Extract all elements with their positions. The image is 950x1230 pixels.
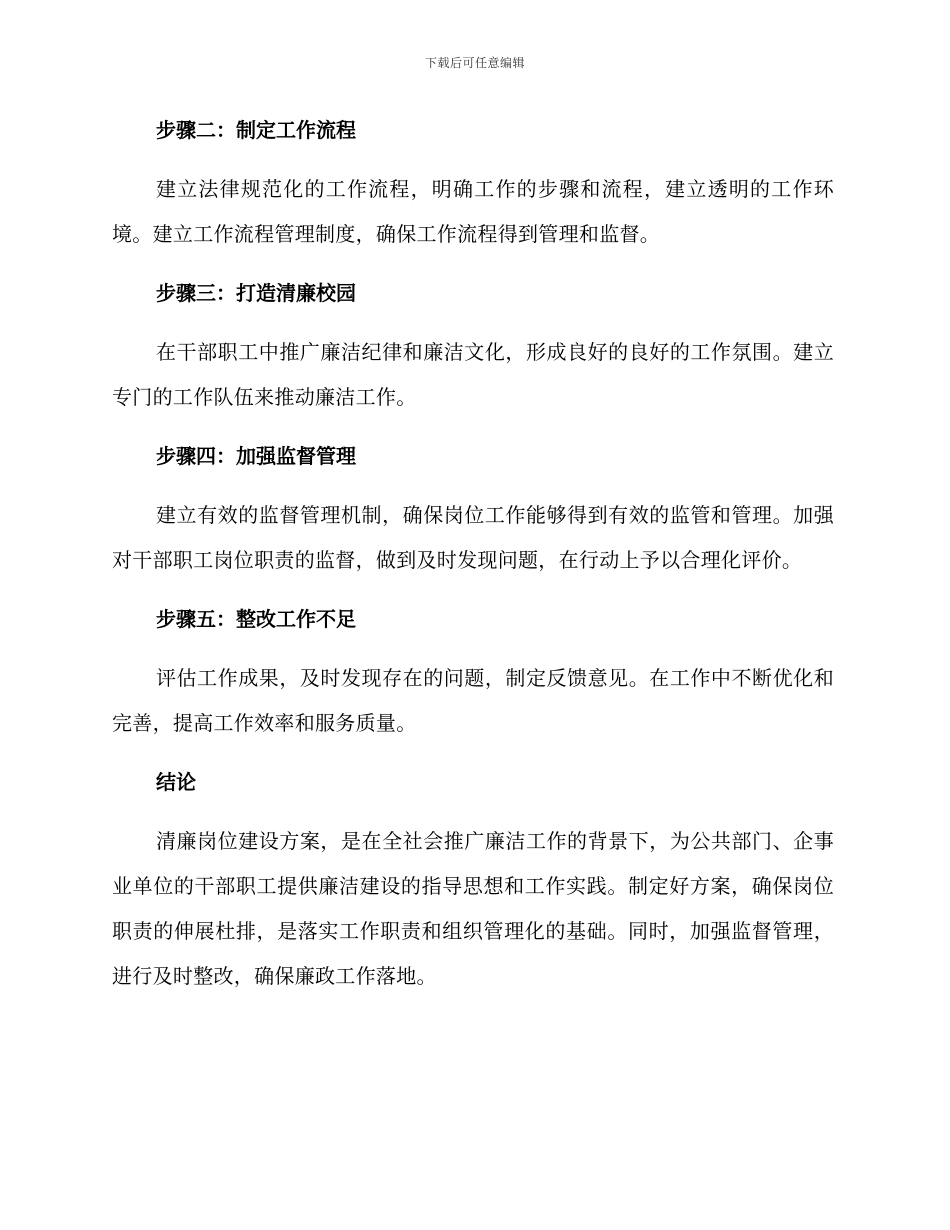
section-step-three	[112, 271, 834, 420]
document-body	[112, 108, 834, 1013]
section-heading: 步骤四：加强监督管理	[156, 444, 356, 468]
section-step-two	[112, 108, 834, 257]
section-heading: 步骤三：打造清廉校园	[156, 281, 356, 305]
section-heading: 步骤五：整改工作不足	[156, 607, 356, 631]
section-heading: 步骤二：制定工作流程	[156, 118, 356, 142]
section-step-four	[112, 434, 834, 583]
section-paragraph: 建立法律规范化的工作流程，明确工作的步骤和流程，建立透明的工作环境。建立工作流程管理制度，确保工作流程得到管理和监督。	[112, 177, 834, 246]
section-paragraph: 清廉岗位建设方案，是在全社会推广廉洁工作的背景下，为公共部门、企事业单位的干部职工提供廉洁建设的指导思想和工作实践。制定好方案，确保岗位职责的伸展杜排，是落实工作职责和组织管理化的基础。同时，加强监督管理，进行及时整改，确保廉政工作落地。	[112, 829, 834, 988]
page-header: 下载后可任意编辑	[424, 56, 525, 70]
section-heading: 结论	[156, 770, 196, 794]
section-paragraph: 在干部职工中推广廉洁纪律和廉洁文化，形成良好的良好的工作氛围。建立专门的工作队伍来推动廉洁工作。	[112, 340, 834, 409]
section-paragraph: 建立有效的监督管理机制，确保岗位工作能够得到有效的监管和管理。加强对干部职工岗位职责的监督，做到及时发现问题，在行动上予以合理化评价。	[112, 503, 834, 572]
section-step-five	[112, 597, 834, 746]
section-conclusion	[112, 760, 834, 999]
section-paragraph: 评估工作成果，及时发现存在的问题，制定反馈意见。在工作中不断优化和完善，提高工作效率和服务质量。	[112, 666, 834, 735]
